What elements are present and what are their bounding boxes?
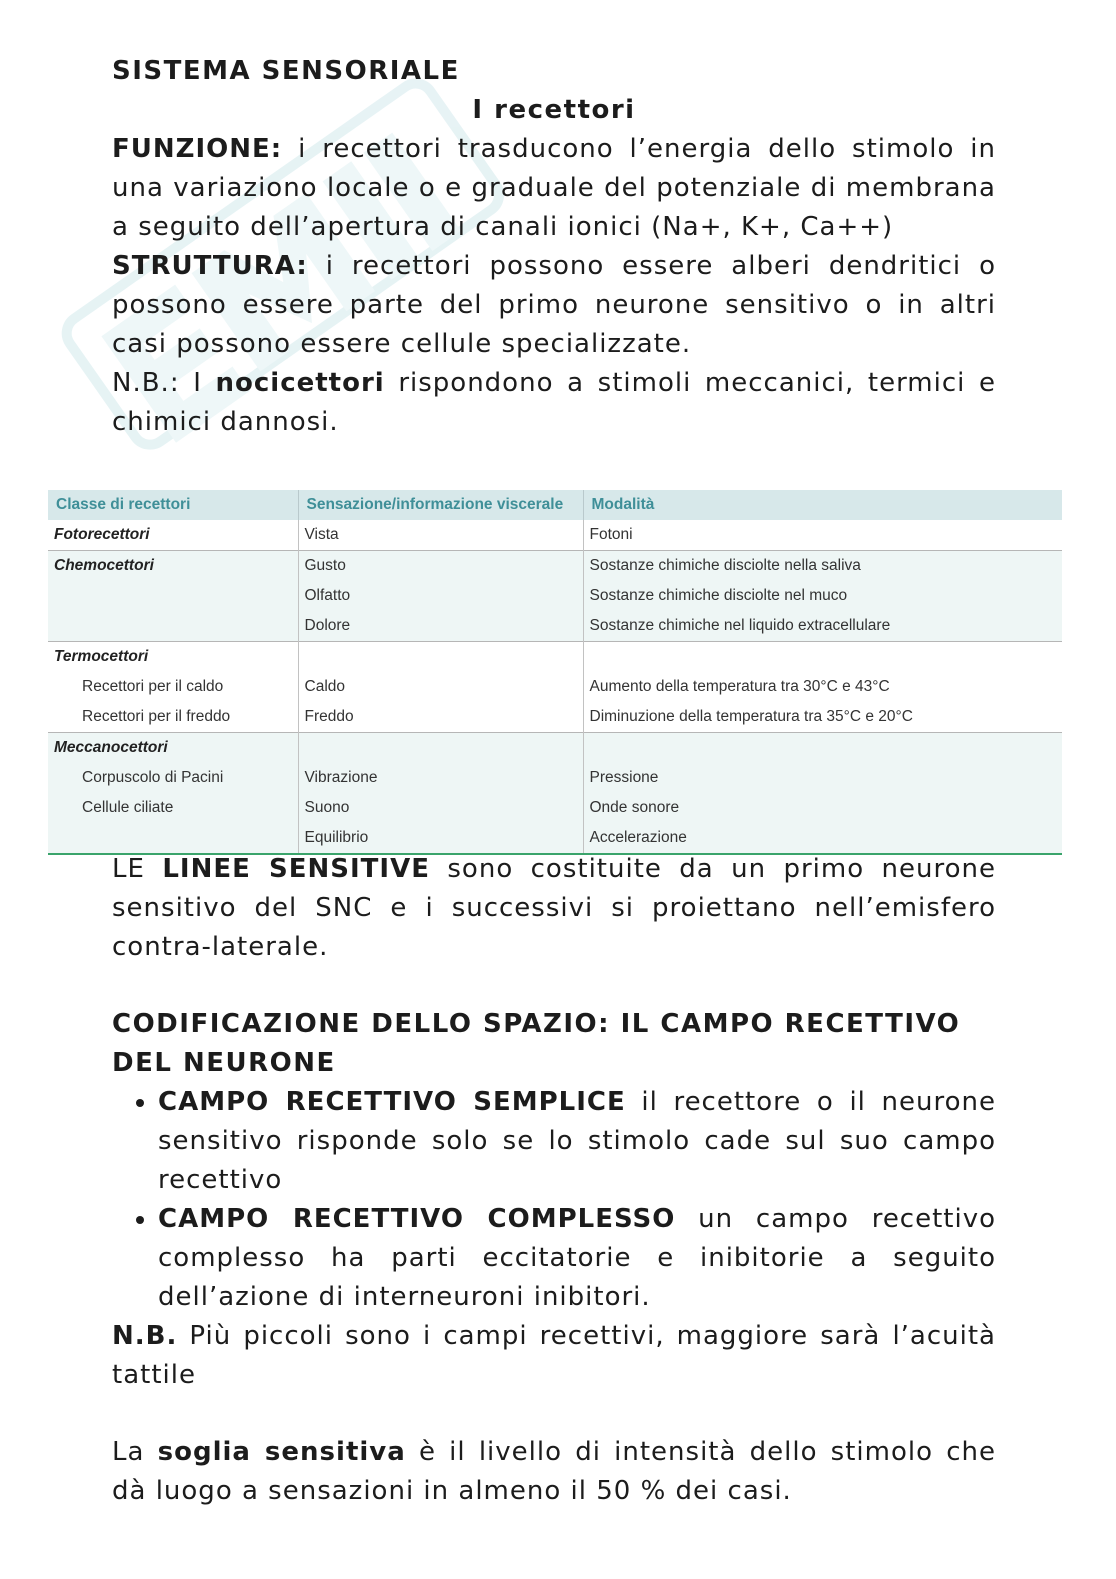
nb1-pre: N.B.: I — [112, 368, 216, 398]
table-row — [48, 823, 1062, 854]
table-row — [48, 793, 1062, 823]
cell-class: Recettori per il caldo — [48, 672, 298, 702]
spacer — [112, 967, 996, 1005]
struttura-label: STRUTTURA: — [112, 251, 308, 281]
soglia-paragraph — [112, 1433, 996, 1511]
struttura-text: i recettori possono essere alberi dendritici o possono essere parte del primo neurone sensitivo o in altri casi possono essere cellule specializzate. — [112, 251, 996, 359]
col-header: Sensazione/informazione viscerale — [298, 490, 583, 520]
table-row — [48, 733, 1062, 764]
cell-modality: Sostanze chimiche nel liquido extracellulare — [583, 611, 1062, 642]
bullet-text: il recettore o il neurone sensitivo risponde solo se lo stimolo cade sul suo campo recettivo — [158, 1087, 996, 1195]
col-header: Classe di recettori — [48, 490, 298, 520]
cell-class — [48, 823, 298, 854]
col-header: Modalità — [583, 490, 1062, 520]
cell-class: Corpuscolo di Pacini — [48, 763, 298, 793]
cell-modality: Fotoni — [583, 520, 1062, 551]
table-row — [48, 520, 1062, 551]
table-row — [48, 642, 1062, 673]
table-row — [48, 763, 1062, 793]
cell-sensation: Olfatto — [298, 581, 583, 611]
cell-modality: Accelerazione — [583, 823, 1062, 854]
cell-sensation: Freddo — [298, 702, 583, 733]
cell-sensation: Caldo — [298, 672, 583, 702]
linee-bold: LINEE SENSITIVE — [162, 854, 430, 884]
cell-class — [48, 611, 298, 642]
cell-sensation: Vista — [298, 520, 583, 551]
table-header — [48, 490, 1062, 520]
cell-modality: Aumento della temperatura tra 30°C e 43°C — [583, 672, 1062, 702]
codifica-title: CODIFICAZIONE DELLO SPAZIO: IL CAMPO RECETTIVO DEL NEURONE — [112, 1009, 961, 1078]
table-row — [48, 551, 1062, 582]
list-item — [158, 1083, 996, 1200]
soglia-text: è il livello di intensità dello stimolo che dà luogo a sensazioni in almeno il 50 % dei casi. — [112, 1437, 996, 1506]
page-title: SISTEMA SENSORIALE — [112, 56, 460, 86]
cell-class: Termocettori — [48, 642, 298, 673]
bullet-text: un campo recettivo complesso ha parti eccitatorie e inibitorie a seguito dell’azione di interneuroni inibitori. — [158, 1204, 997, 1312]
soglia-bold: soglia sensitiva — [157, 1437, 406, 1467]
nb2-bold: N.B. — [112, 1321, 178, 1351]
cell-modality: Sostanze chimiche disciolte nel muco — [583, 581, 1062, 611]
cell-sensation: Vibrazione — [298, 763, 583, 793]
list-item — [158, 1200, 996, 1317]
campo-list — [112, 1083, 996, 1317]
cell-sensation: Gusto — [298, 551, 583, 582]
cell-class: Cellule ciliate — [48, 793, 298, 823]
table-row — [48, 581, 1062, 611]
cell-modality: Diminuzione della temperatura tra 35°C e 20°C — [583, 702, 1062, 733]
receptor-table — [48, 490, 1062, 855]
table-row — [48, 702, 1062, 733]
cell-modality — [583, 733, 1062, 764]
nb1-post: rispondono a stimoli meccanici, termici e chimici dannosi. — [112, 368, 996, 437]
funzione-paragraph — [112, 130, 996, 247]
cell-class — [48, 581, 298, 611]
cell-sensation — [298, 733, 583, 764]
cell-modality — [583, 642, 1062, 673]
linee-paragraph — [112, 850, 996, 967]
soglia-pre: La — [112, 1437, 158, 1467]
cell-sensation: Equilibrio — [298, 823, 583, 854]
table-row — [48, 611, 1062, 642]
nb2-text: Più piccoli sono i campi recettivi, maggiore sarà l’acuità tattile — [112, 1321, 996, 1390]
cell-class: Recettori per il freddo — [48, 702, 298, 733]
bullet-bold: CAMPO RECETTIVO SEMPLICE — [158, 1087, 626, 1117]
funzione-label: FUNZIONE: — [112, 134, 283, 164]
cell-sensation: Suono — [298, 793, 583, 823]
cell-sensation — [298, 642, 583, 673]
cell-modality: Onde sonore — [583, 793, 1062, 823]
nb-nocicettori — [112, 364, 996, 442]
nb-acuita — [112, 1317, 996, 1395]
spacer — [112, 1395, 996, 1433]
linee-text: sono costituite da un primo neurone sensitivo del SNC e i successivi si proiettano nell’emisfero contra-laterale. — [112, 854, 996, 962]
cell-class: Meccanocettori — [48, 733, 298, 764]
bullet-bold: CAMPO RECETTIVO COMPLESSO — [158, 1204, 676, 1234]
funzione-text: i recettori trasducono l’energia dello stimolo in una variaziono locale o e graduale del potenziale di membrana a seguito dell’apertura di canali ionici (Na+, K+, Ca++) — [112, 134, 996, 242]
struttura-paragraph — [112, 247, 996, 364]
cell-class: Chemocettori — [48, 551, 298, 582]
cell-modality: Pressione — [583, 763, 1062, 793]
section-subtitle: I recettori — [472, 95, 636, 125]
nb1-bold: nocicettori — [215, 368, 385, 398]
cell-modality: Sostanze chimiche disciolte nella saliva — [583, 551, 1062, 582]
cell-class: Fotorecettori — [48, 520, 298, 551]
linee-pre: LE — [112, 854, 163, 884]
cell-sensation: Dolore — [298, 611, 583, 642]
table-row — [48, 672, 1062, 702]
